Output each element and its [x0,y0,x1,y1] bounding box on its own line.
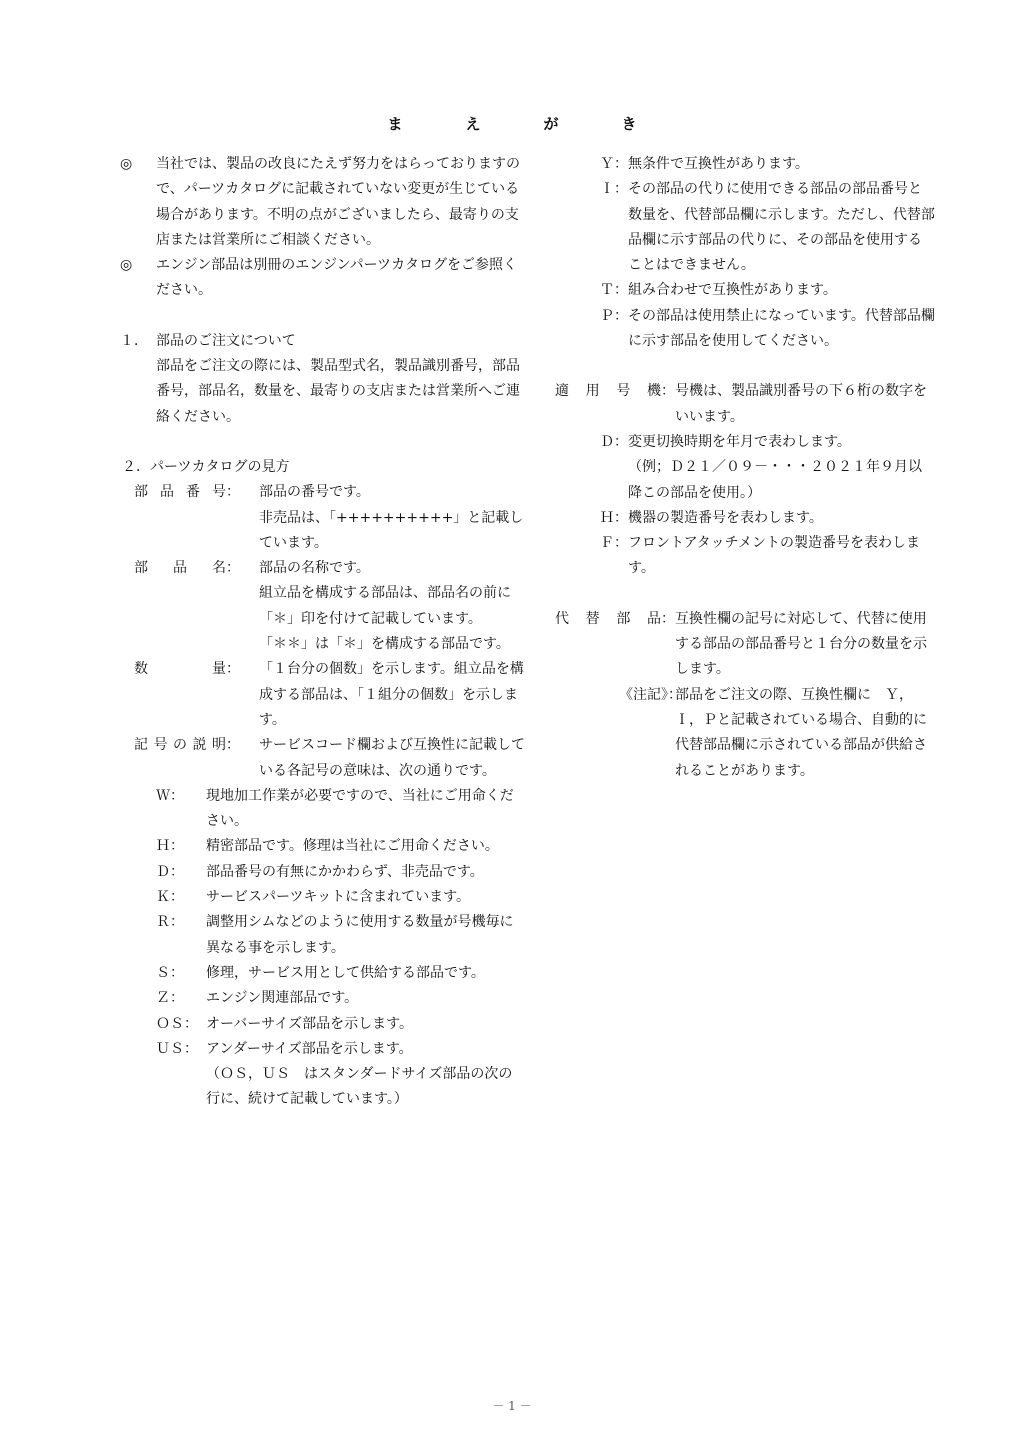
compat-item [555,304,935,355]
symbol-text: 精密部品です。修理は当社にご用命ください。 [206,838,499,855]
applicable-example: （例；Ｄ２１／０９－・・・２０２１年９月以降この部品を使用。） [628,459,922,501]
applicable-item [555,430,935,506]
section-body: 部品をご注文の際には、製品型式名，製品識別番号，部品番号，部品名，数量を、最寄りの支店または営業所へご連絡ください。 [156,358,520,425]
bullet-mark: ◎ [120,156,133,172]
section-number: １． [120,332,148,349]
symbol-code: Ｚ： [156,990,184,1007]
applicable-code: Ｆ： [600,535,628,552]
notice-bullet [120,253,525,304]
notice-text: 当社では、製品の改良にたえず努力をはらっておりますので、パーツカタログに記載されていない変更が生じている場合があります。不明の点がございましたら、最寄りの支店または営業所にご相談ください。 [156,156,520,248]
symbol-code: Ｄ： [156,863,184,880]
field-text: 「＊＊」は「＊」を構成する部品です。 [259,636,510,653]
field-text: 号機は、製品識別番号の下６桁の数字をいいます。 [675,383,927,425]
symbol-text: アンダーサイズ部品を示します。 [206,1040,413,1057]
symbol-text: 修理，サービス用として供給する部品です。 [206,964,485,981]
note-text: 部品をご注文の際、互換性欄に Ｙ，Ｉ，Ｐと記載されている場合、自動的に代替部品欄に示されている部品が供給されることがあります。 [675,686,927,779]
notice-bullet [120,152,525,253]
field-label: 記号の説明 [134,737,226,754]
field-text: 組立品を構成する部品は、部品名の前に「＊」印を付けて記載しています。 [259,585,511,627]
field-definition: 部品名： 部品の名称です。 組立品を構成する部品は、部品名の前に「＊」印を付けて記載しています。 「＊＊」は「＊」を構成する部品です。 [120,556,525,657]
symbol-text: オーバーサイズ部品を示します。 [206,1015,414,1032]
compat-text: 組み合わせで互換性があります。 [628,282,837,299]
note-label: 《注記》： [619,686,682,703]
symbol-item [120,1037,525,1062]
symbol-item [120,834,525,859]
symbol-code: Ｒ： [156,914,184,931]
symbol-item [120,860,525,885]
compat-code: Ｔ： [600,282,628,299]
field-definition: 部品番号： 部品の番号です。 非売品は、「++++++++++」と記載しています。 [120,480,525,556]
field-label: 適用号機 [555,383,661,400]
notice-text: エンジン部品は別冊のエンジンパーツカタログをご参照ください。 [156,257,518,299]
symbol-text: サービスパーツキットに含まれています。 [206,889,471,906]
field-text: サービスコード欄および互換性に記載している各記号の意味は、次の通りです。 [259,737,525,779]
compat-code: Ｙ： [600,156,628,172]
symbol-code: ＯＳ： [156,1015,198,1032]
compat-text: 無条件で互換性があります。 [628,156,809,172]
size-note: （ＯＳ，ＵＳ はスタンダードサイズ部品の次の行に、続けて記載しています。） [206,1066,513,1108]
field-text: 非売品は、「++++++++++」と記載しています。 [259,509,524,551]
symbol-item [120,910,525,961]
symbol-item [120,986,525,1011]
applicable-text: フロントアタッチメントの製造番号を表わします。 [628,535,921,577]
symbol-text: 調整用シムなどのように使用する数量が号機毎に異なる事を示します。 [206,914,514,956]
symbol-item [120,784,525,835]
field-text: 部品の番号です。 [259,484,370,501]
field-definition: 代替部品： 互換性欄の記号に対応して、代替に使用する部品の部品番号と１台分の数量を示します。 [555,607,935,683]
symbol-text: 部品番号の有無にかかわらず、非売品です。 [206,863,484,880]
symbol-code: Ｈ： [156,838,184,855]
compat-text: その部品の代りに使用できる部品の部品番号と数量を、代替部品欄に示します。ただし、代替部品欄に示す部品の代りに、その部品を使用することはできません。 [628,181,935,274]
applicable-text: 変更切換時期を年月で表わします。 [628,433,851,450]
compat-text: その部品は使用禁止になっています。代替部品欄に示す部品を使用してください。 [628,307,935,350]
symbol-code: ＵＳ： [156,1040,198,1057]
section-heading: ２．パーツカタログの見方 [122,458,290,475]
substitute-note [555,683,935,784]
page-title: ま え が き [387,115,661,133]
field-label: 部品名 [134,560,226,577]
field-text: 互換性欄の記号に対応して、代替に使用する部品の部品番号と１台分の数量を示します。 [675,610,927,678]
field-label: 代替部品 [555,610,661,627]
section-ordering [120,329,525,430]
symbol-text: エンジン関連部品です。 [206,990,359,1007]
right-column [555,152,935,784]
symbol-code: Ｗ： [156,787,184,804]
compat-code: Ｐ： [600,307,628,324]
applicable-item [555,506,935,531]
applicable-code: Ｈ： [600,509,628,526]
field-text: 「１台分の個数」を示します。組立品を構成する部品は、「１組分の個数」を示します。 [259,661,524,728]
symbol-code: Ｋ： [156,889,184,906]
field-label: 部品番号 [134,484,226,501]
left-column [120,152,525,1113]
symbol-item [120,1012,525,1037]
symbol-code: Ｓ： [156,964,184,981]
applicable-text: 機器の製造番号を表わします。 [628,509,823,526]
field-definition: 適用号機： 号機は、製品識別番号の下６桁の数字をいいます。 [555,379,935,430]
page-number: － 1 － [492,1399,532,1413]
field-label: 数量 [134,661,226,678]
compat-item [555,278,935,303]
field-text: 部品の名称です。 [259,560,370,577]
applicable-item [555,531,935,582]
compat-item [555,152,935,177]
section-heading: 部品のご注文について [156,332,296,349]
field-definition: 数量： 「１台分の個数」を示します。組立品を構成する部品は、「１組分の個数」を示します。 [120,657,525,733]
compat-code: Ｉ： [600,181,628,198]
bullet-mark: ◎ [120,257,133,274]
symbol-item [120,885,525,910]
symbol-text: 現地加工作業が必要ですので、当社にご用命ください。 [206,787,514,830]
field-definition: 記号の説明： サービスコード欄および互換性に記載している各記号の意味は、次の通りです。 [120,733,525,784]
applicable-code: Ｄ： [600,433,628,450]
compat-item [555,177,935,278]
symbol-item [120,961,525,986]
